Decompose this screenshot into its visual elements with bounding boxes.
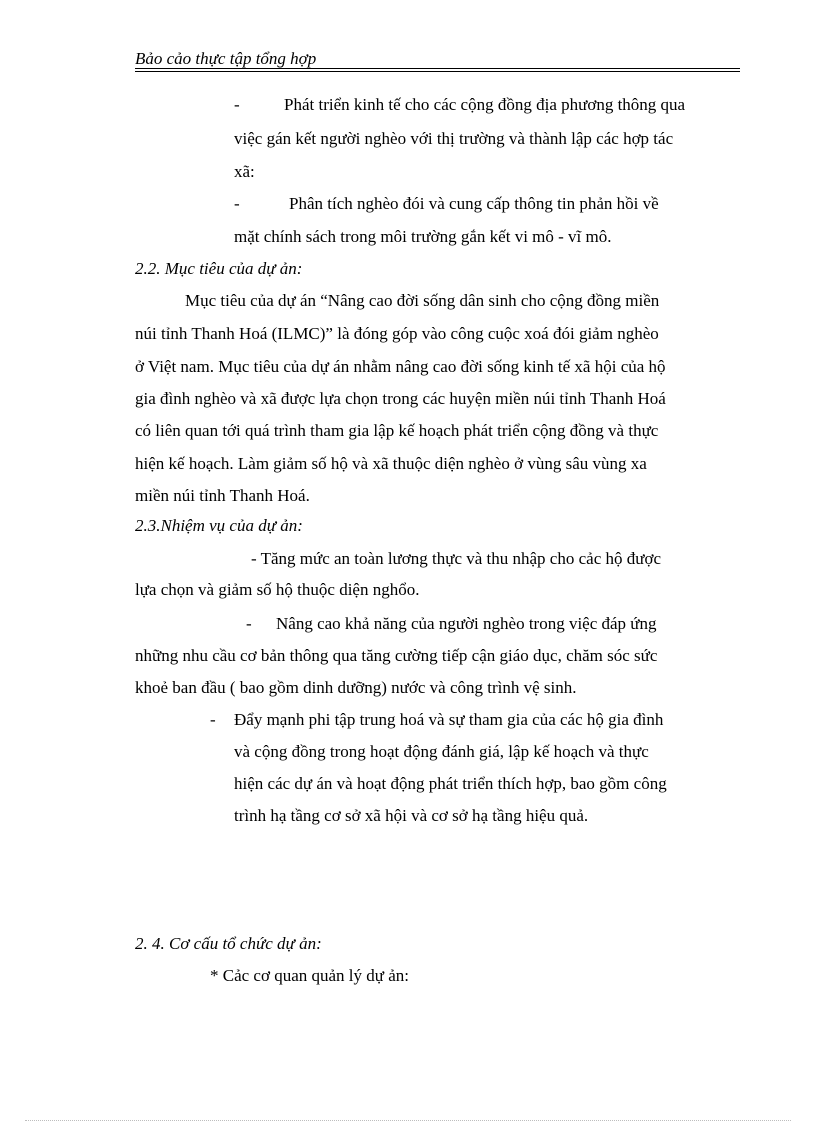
bullet-text: xã: <box>234 162 255 181</box>
paragraph-line: ở Việt nam. Mục tiêu của dự án nhằm nâng cao đời sống kinh tế xã hội của hộ <box>135 357 666 376</box>
paragraph-line: gia đình nghèo và xã được lựa chọn trong các huyện miền núi tỉnh Thanh Hoá <box>135 389 666 408</box>
page-header-title: Bảo cảo thực tập tổng hợp <box>135 49 317 68</box>
task-item-1-line: lựa chọn và giảm số hộ thuộc diện nghổo. <box>135 580 420 599</box>
section-heading-2-4: 2. 4. Cơ cấu tổ chức dự ản: <box>135 934 322 953</box>
bullet-text: việc gán kết người nghèo với thị trường và thành lập các hợp tác <box>234 129 674 148</box>
header-rule-thin <box>135 68 740 69</box>
task-item-3-line: Đẩy mạnh phi tập trung hoá và sự tham gia của các hộ gia đình <box>234 710 664 729</box>
task-item-3-line: và cộng đồng trong hoạt động đánh giá, lập kế hoạch và thực <box>234 742 649 761</box>
bullet-text: Phân tích nghèo đói và cung cấp thông tin phản hồi về <box>289 194 659 213</box>
paragraph-line: có liên quan tới quá trình tham gia lập kế hoạch phát triển cộng đồng và thực <box>135 421 659 440</box>
task-item-1-line: - Tăng mức an toàn lương thực và thu nhập cho cảc hộ được <box>251 549 661 568</box>
bullet-marker: - <box>234 95 240 114</box>
section-2-4-subheading: * Cảc cơ quan quản lý dự ản: <box>210 966 410 985</box>
page-bottom-border <box>25 1120 791 1121</box>
paragraph-line: núi tỉnh Thanh Hoá (ILMC)” là đóng góp vào công cuộc xoá đói giảm nghèo <box>135 324 659 343</box>
task-item-3-line: trình hạ tầng cơ sở xã hội và cơ sở hạ tầng hiệu quả. <box>234 806 589 825</box>
header-rule-thick <box>135 71 740 72</box>
task-item-2-line: khoẻ ban đầu ( bao gồm dinh dưỡng) nước và công trình vệ sinh. <box>135 678 577 697</box>
paragraph-line: Mục tiêu của dự án “Nâng cao đời sống dân sinh cho cộng đồng miền <box>185 291 660 310</box>
section-heading-2-2: 2.2. Mục tiêu của dự ản: <box>135 259 303 278</box>
task-item-3-line: hiện các dự án và hoạt động phát triển thích hợp, bao gồm công <box>234 774 667 793</box>
paragraph-line: hiện kế hoạch. Làm giảm số hộ và xã thuộc diện nghèo ở vùng sâu vùng xa <box>135 454 647 473</box>
task-item-2-line: Nâng cao khả năng của người nghèo trong việc đáp ứng <box>276 614 657 633</box>
bullet-marker: - <box>234 194 240 213</box>
bullet-text: Phát triển kinh tế cho các cộng đồng địa phương thông qua <box>284 95 686 114</box>
bullet-text: mặt chính sách trong môi trường gắn kết vi mô - vĩ mô. <box>234 227 612 246</box>
bullet-marker: - <box>246 614 252 633</box>
task-item-2-line: những nhu cầu cơ bản thông qua tăng cường tiếp cận giáo dục, chăm sóc sức <box>135 646 658 665</box>
section-heading-2-3: 2.3.Nhiệm vụ của dự ản: <box>135 516 303 535</box>
bullet-marker: - <box>210 710 216 729</box>
paragraph-line: miền núi tỉnh Thanh Hoá. <box>135 486 310 505</box>
